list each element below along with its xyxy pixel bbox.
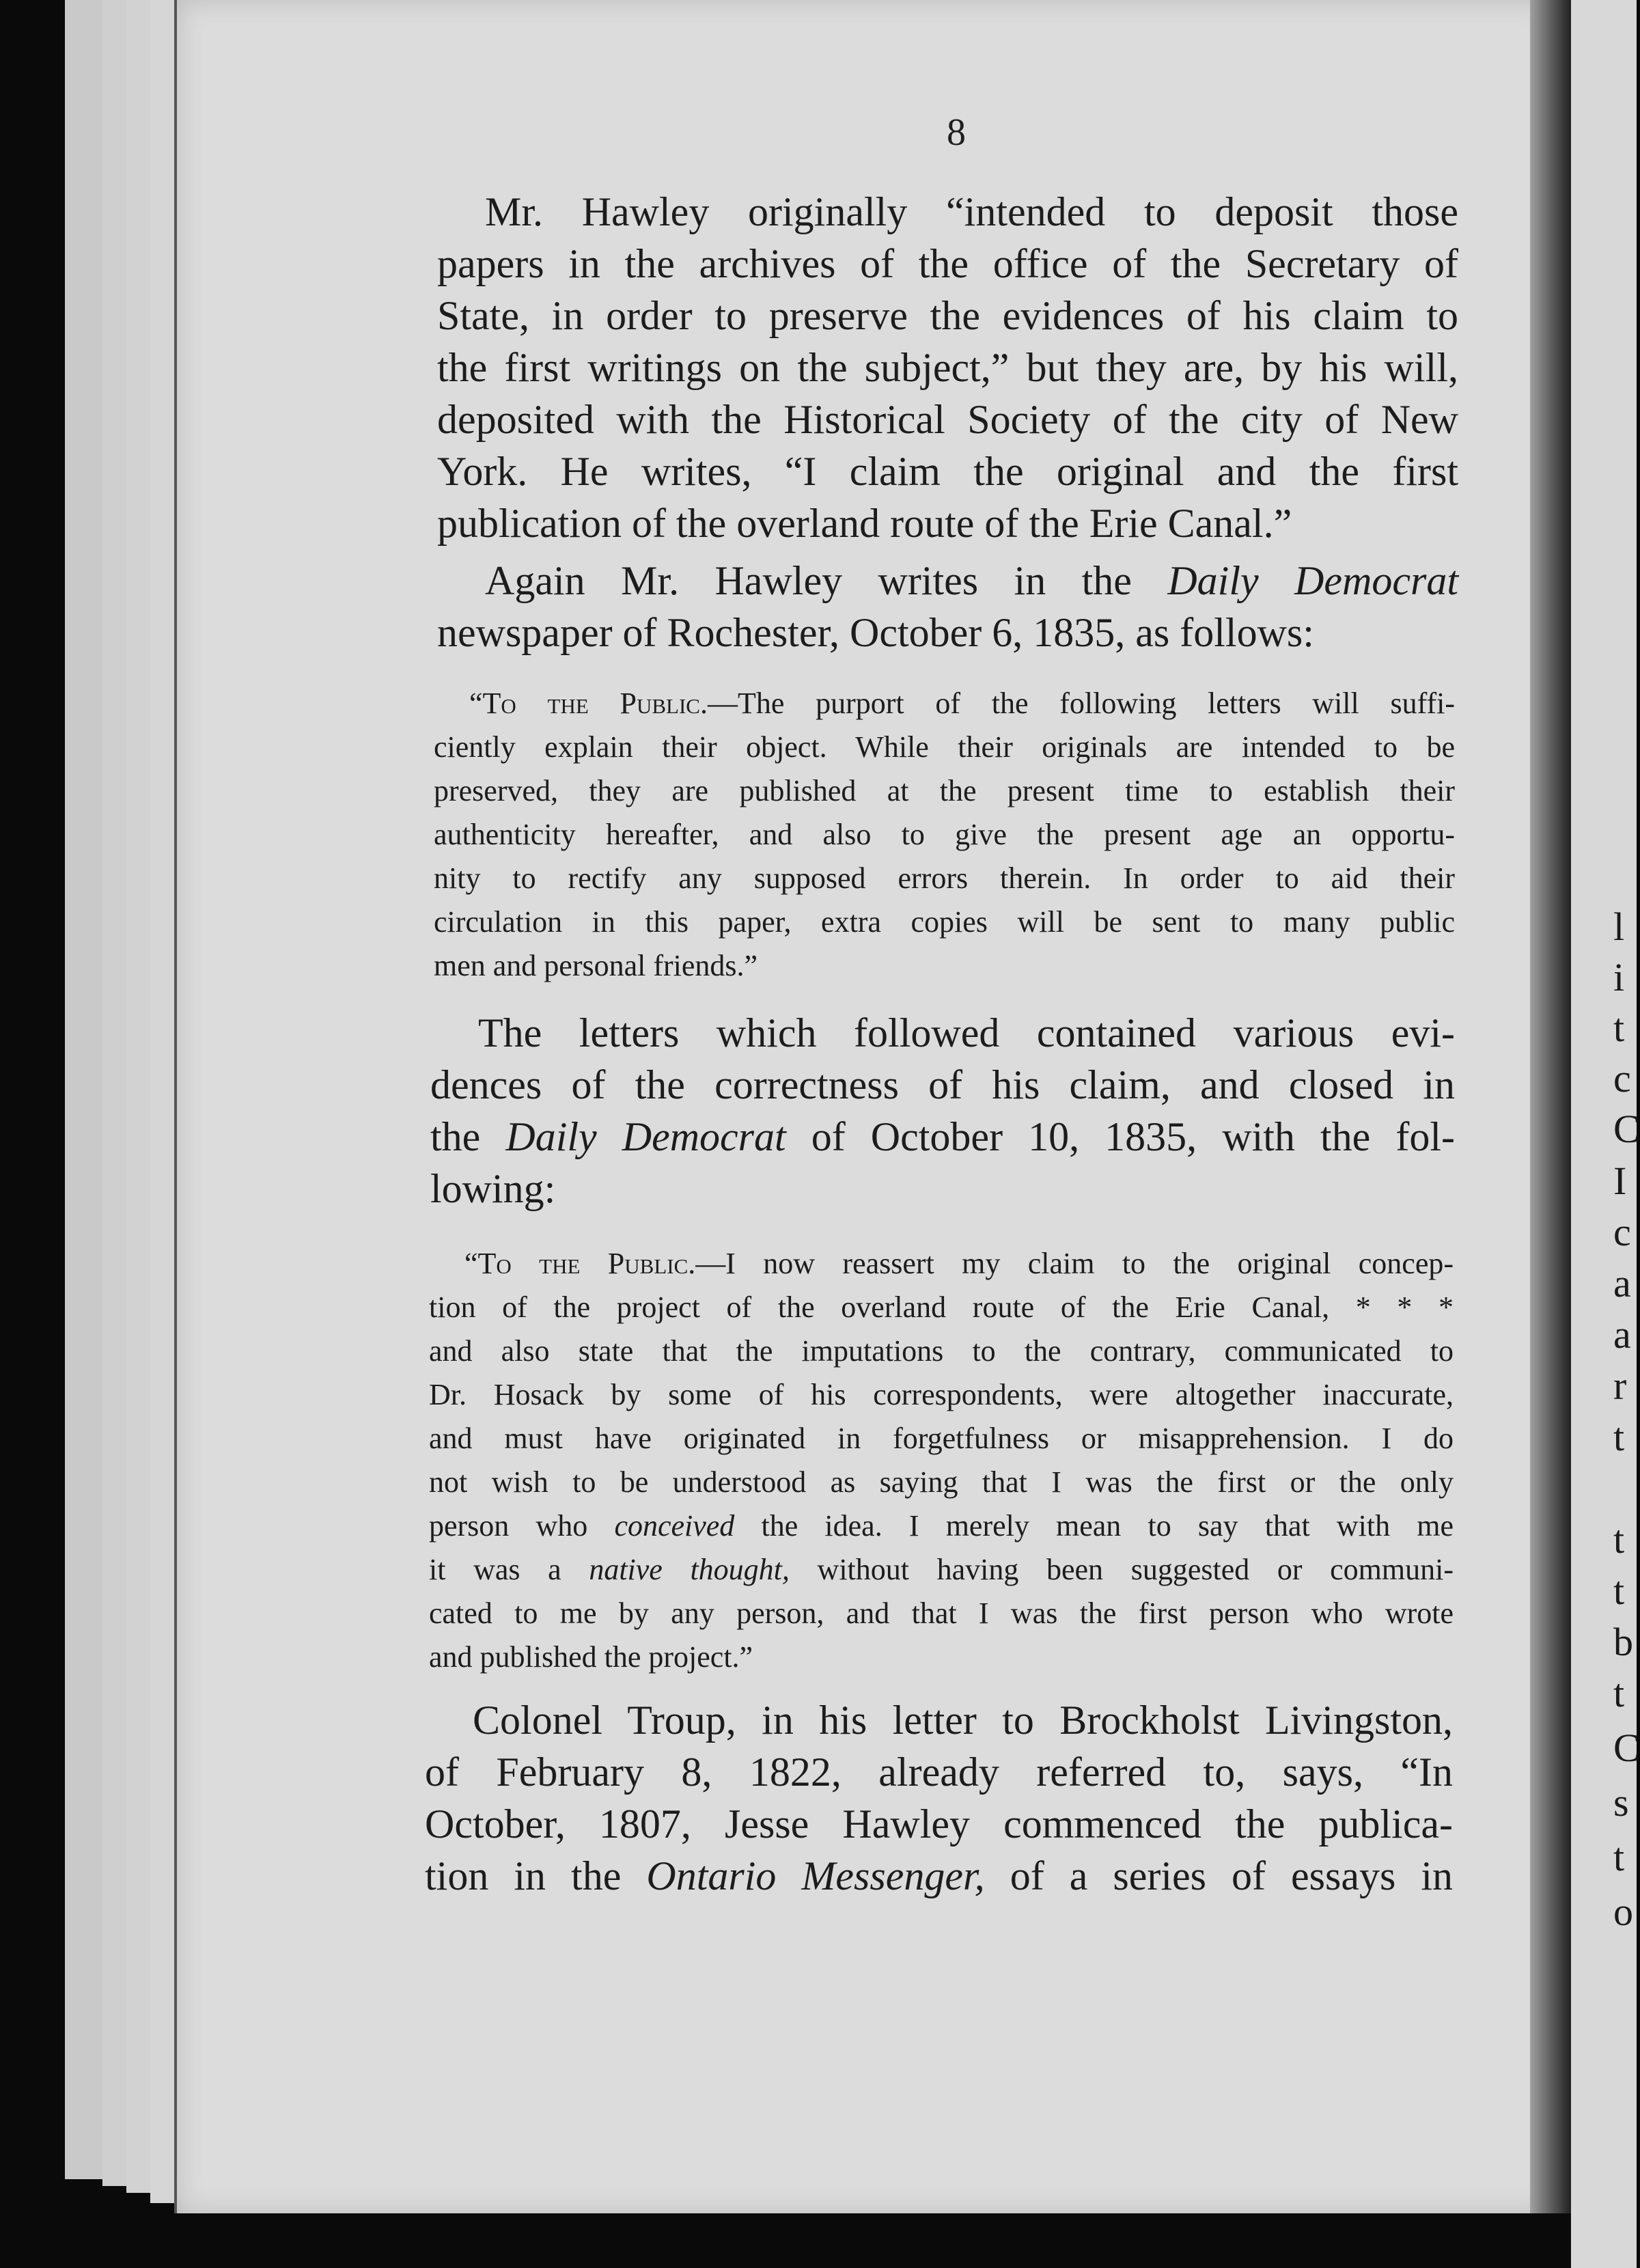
next-page-fragment: l	[1613, 904, 1625, 949]
text-line: papers in the archives of the office of the Secretary of	[437, 241, 1458, 286]
next-page-fragment: a	[1613, 1312, 1631, 1357]
text-line	[430, 1111, 1455, 1163]
next-page-fragment: r	[1613, 1364, 1627, 1408]
page-number: 8	[947, 111, 966, 154]
text-line: dences of the correctness of his claim, and closed in	[430, 1062, 1455, 1107]
text-run: the	[430, 1114, 506, 1159]
text-run: of October 10, 1835, with the fol-	[786, 1114, 1455, 1159]
text-line: October, 1807, Jesse Hawley commenced the publica-	[425, 1801, 1453, 1847]
page-edge	[65, 0, 108, 2179]
quote-lead-in: “To the Public.	[469, 687, 708, 720]
next-page-sliver	[1571, 0, 1640, 2268]
next-page-fragment: t	[1613, 1671, 1625, 1715]
paragraph-1	[437, 186, 1458, 549]
emphasis: conceived	[614, 1509, 735, 1543]
text-line	[429, 1242, 1454, 1286]
next-page-fragment: b	[1613, 1620, 1633, 1664]
next-page-fragment: t	[1613, 1517, 1625, 1562]
text-line: newspaper of Rochester, October 6, 1835, as follows:	[437, 610, 1314, 655]
text-line: the first writings on the subject,” but they are, by his will,	[437, 345, 1458, 390]
paragraph-2	[437, 555, 1458, 659]
next-page-fragment: C	[1613, 1726, 1640, 1770]
text-line: nity to rectify any supposed errors therein. In order to aid their	[434, 861, 1455, 895]
text-line	[434, 682, 1455, 725]
text-run: person who	[429, 1509, 615, 1543]
text-run: Again Mr. Hawley writes in the	[485, 558, 1168, 603]
paragraph-4	[425, 1694, 1453, 1902]
text-line: Mr. Hawley originally “intended to deposit those	[485, 189, 1458, 234]
text-line	[429, 1548, 1454, 1592]
newspaper-title: Daily Democrat	[1167, 558, 1459, 603]
next-page-fragment: i	[1613, 955, 1625, 999]
quote-2	[429, 1242, 1454, 1679]
gutter-shadow	[1530, 0, 1571, 2220]
newspaper-title: Daily Democrat	[505, 1114, 786, 1159]
text-line: deposited with the Historical Society of the city of New	[437, 397, 1458, 442]
emphasis: native thought,	[589, 1553, 790, 1586]
text-run: it was a	[429, 1553, 589, 1586]
next-page-fragment: s	[1613, 1780, 1629, 1825]
text-line	[437, 555, 1458, 607]
text-line: and published the project.”	[429, 1640, 753, 1674]
next-page-fragment: t	[1613, 1568, 1625, 1613]
newspaper-title: Ontario Messenger,	[646, 1853, 985, 1898]
text-line: men and personal friends.”	[434, 949, 758, 982]
text-run: —The purport of the following letters will suffi-	[707, 687, 1455, 720]
next-page-fragment: a	[1613, 1261, 1631, 1305]
next-page-fragment: t	[1613, 1006, 1625, 1050]
text-line: Dr. Hosack by some of his correspondents, were altogether inaccurate,	[429, 1378, 1454, 1411]
text-line: York. He writes, “I claim the original and the first	[437, 449, 1458, 494]
text-line: publication of the overland route of the Erie Canal.”	[437, 501, 1292, 546]
text-line	[425, 1850, 1453, 1902]
next-page-fragment: c	[1613, 1210, 1631, 1254]
text-line: of February 8, 1822, already referred to, says, “In	[425, 1750, 1453, 1795]
text-line: and also state that the imputations to the contrary, communicated to	[429, 1334, 1454, 1368]
scan-background	[0, 2213, 1571, 2268]
text-line: and must have originated in forgetfulness or misapprehension. I do	[429, 1422, 1454, 1455]
text-line: lowing:	[430, 1166, 556, 1211]
quote-1	[434, 682, 1455, 988]
text-line: tion of the project of the overland route of the Erie Canal, * * *	[429, 1290, 1454, 1324]
text-line: ciently explain their object. While their originals are intended to be	[434, 730, 1455, 764]
quote-lead-in: “To the Public.	[464, 1247, 696, 1280]
next-page-fragment: I	[1613, 1159, 1627, 1203]
text-line: The letters which followed contained various evi-	[478, 1010, 1455, 1055]
next-page-fragment: o	[1613, 1890, 1633, 1934]
text-line: not wish to be understood as saying that I was the first or the only	[429, 1465, 1454, 1499]
next-page-fragment: t	[1613, 1835, 1625, 1879]
text-run: —I now reassert my claim to the original concep-	[695, 1247, 1454, 1280]
text-line: cated to me by any person, and that I was the first person who wrote	[429, 1596, 1454, 1630]
next-page-fragment: c	[1613, 1056, 1631, 1101]
text-run: tion in the	[425, 1853, 647, 1898]
text-line: Colonel Troup, in his letter to Brockholst Livingston,	[473, 1698, 1453, 1743]
text-line: State, in order to preserve the evidences of his claim to	[437, 293, 1458, 338]
text-run: without having been suggested or communi-	[789, 1553, 1454, 1586]
text-line: circulation in this paper, extra copies will be sent to many public	[434, 905, 1455, 939]
text-line: preserved, they are published at the present time to establish their	[434, 774, 1455, 807]
text-line: authenticity hereafter, and also to give the present age an opportu-	[434, 818, 1455, 851]
text-line	[429, 1504, 1454, 1548]
text-run: the idea. I merely mean to say that with me	[734, 1509, 1454, 1543]
text-run: of a series of essays in	[984, 1853, 1453, 1898]
next-page-fragment: t	[1613, 1415, 1625, 1459]
paragraph-3	[430, 1007, 1455, 1215]
next-page-fragment: C	[1613, 1107, 1640, 1151]
